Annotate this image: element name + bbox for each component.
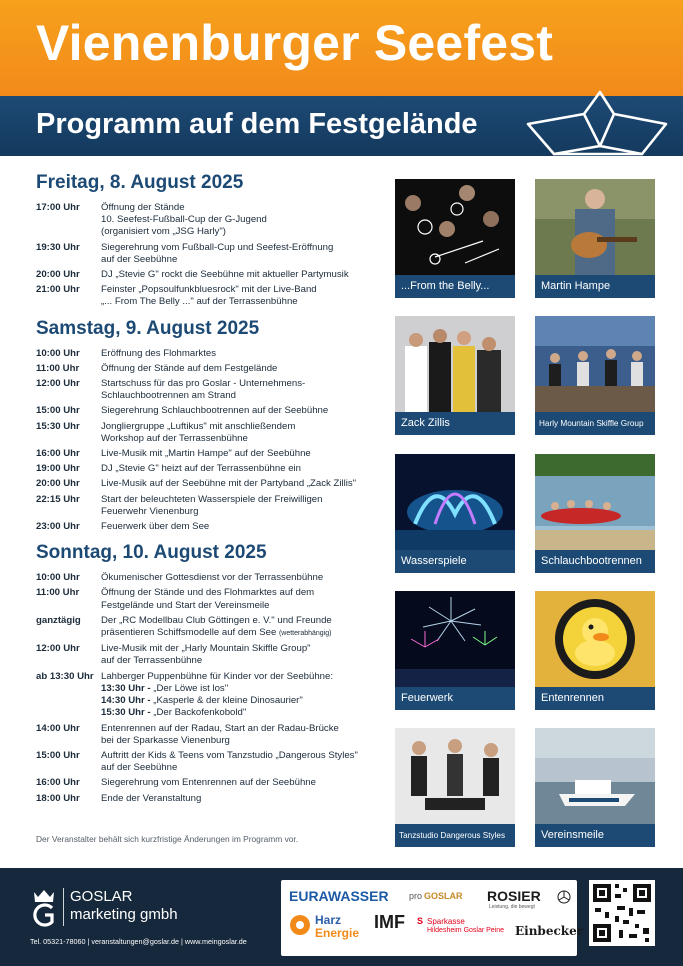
event-row bbox=[36, 615, 386, 640]
event-time: 11:00 Uhr bbox=[36, 362, 80, 374]
event-row bbox=[36, 478, 386, 490]
event-text: Feuerwerk über dem See bbox=[101, 521, 210, 533]
event-text: bei der Sparkasse Vienenburg bbox=[101, 734, 230, 746]
photo-caption: Schlauchbootrennen bbox=[535, 550, 655, 573]
event-text: Ökumenischer Gottesdienst vor der Terrassenbühne bbox=[101, 572, 324, 584]
event-text: Schlauchbootrennen am Strand bbox=[101, 390, 236, 402]
event-time: 18:00 Uhr bbox=[36, 792, 80, 804]
event-time: 20:00 Uhr bbox=[36, 269, 80, 281]
event-time: 14:00 Uhr bbox=[36, 722, 80, 734]
event-time: 19:30 Uhr bbox=[36, 241, 80, 253]
photo-caption: Vereinsmeile bbox=[535, 824, 655, 847]
fireworks-photo bbox=[395, 591, 515, 687]
title-banner bbox=[0, 0, 683, 96]
photo-caption: Martin Hampe bbox=[535, 275, 655, 298]
paper-boat-icon bbox=[522, 84, 672, 162]
photo-vereinsmeile bbox=[535, 728, 655, 847]
event-time: 22:15 Uhr bbox=[36, 493, 80, 505]
event-row bbox=[36, 448, 386, 460]
event-time: ganztägig bbox=[36, 614, 81, 626]
event-row bbox=[36, 405, 386, 417]
event-text: Jongliergruppe „Luftikus" mit anschließendem bbox=[101, 420, 296, 432]
event-time: 21:00 Uhr bbox=[36, 284, 80, 296]
event-text: Öffnung der Stände und des Flohmarktes auf dem bbox=[101, 587, 315, 599]
event-text: Öffnung der Stände bbox=[101, 202, 185, 213]
sparkasse-s-icon: S bbox=[417, 916, 424, 926]
sponsor-harz: Harz bbox=[315, 913, 342, 927]
event-text: Siegerehrung vom Entenrennen auf der Seebühne bbox=[101, 777, 316, 789]
band-photo bbox=[395, 179, 515, 275]
day-saturday bbox=[36, 318, 386, 534]
page-subtitle: Programm auf dem Festgelände bbox=[36, 108, 478, 140]
event-text: Workshop auf der Terrassenbühne bbox=[101, 432, 248, 444]
event-row bbox=[36, 463, 386, 475]
day-title: Freitag, 8. August 2025 bbox=[36, 172, 244, 193]
event-text: (organisiert vom „JSG Harly") bbox=[101, 226, 226, 238]
event-text: „... From The Belly ..." auf der Terrassenbühne bbox=[101, 296, 298, 308]
event-text: 10. Seefest-Fußball-Cup der G-Jugend bbox=[101, 214, 267, 226]
sub-event-time: 15:30 Uhr - bbox=[101, 707, 151, 719]
day-sunday bbox=[36, 542, 386, 804]
sponsor-energie: Energie bbox=[315, 926, 360, 940]
event-row bbox=[36, 242, 386, 266]
sponsor-sparkasse-line1: Sparkasse bbox=[427, 917, 465, 926]
sub-event-time: 13:30 Uhr - bbox=[101, 682, 151, 694]
qr-code-icon bbox=[589, 880, 655, 946]
photo-caption: Entenrennen bbox=[535, 687, 655, 710]
event-row bbox=[36, 572, 386, 584]
event-row bbox=[36, 777, 386, 789]
event-time: 15:30 Uhr bbox=[36, 420, 80, 432]
event-text: Der „RC Modellbau Club Göttingen e. V." und Freunde bbox=[101, 614, 332, 626]
page-title: Vienenburger Seefest bbox=[36, 15, 554, 71]
event-row bbox=[36, 723, 386, 747]
event-row bbox=[36, 284, 386, 308]
event-time: 19:00 Uhr bbox=[36, 463, 80, 475]
brand-line-2: marketing gmbh bbox=[70, 906, 178, 923]
photo-caption: Wasserspiele bbox=[395, 550, 515, 573]
photo-caption: Feuerwerk bbox=[395, 687, 515, 710]
footer bbox=[0, 868, 683, 966]
sub-event-row bbox=[101, 695, 386, 707]
event-time: 17:00 Uhr bbox=[36, 202, 80, 213]
event-text: Ende der Veranstaltung bbox=[101, 792, 202, 804]
event-text: auf der Seebühne bbox=[101, 253, 178, 265]
sub-event-text: „Der Backofenkobold" bbox=[153, 707, 247, 719]
event-row bbox=[36, 671, 386, 720]
photo-schlauchbootrennen bbox=[535, 454, 655, 573]
event-time: 10:00 Uhr bbox=[36, 572, 80, 584]
event-text: auf der Terrassenbühne bbox=[101, 655, 203, 667]
weather-note: (wetterabhängig) bbox=[278, 630, 332, 638]
event-text: auf der Seebühne bbox=[101, 762, 178, 774]
sponsor-sparkasse-line2: Hildesheim Goslar Peine bbox=[427, 927, 505, 934]
event-row bbox=[36, 269, 386, 281]
event-time: 23:00 Uhr bbox=[36, 521, 80, 533]
disclaimer-text: Der Veranstalter behält sich kurzfristige Änderungen im Programm vor. bbox=[36, 834, 299, 844]
photo-caption: ...From the Belly... bbox=[395, 275, 515, 298]
sub-event-text: „Der Löwe ist los" bbox=[153, 682, 229, 694]
event-time: 11:00 Uhr bbox=[36, 587, 80, 599]
photo-tanzstudio bbox=[395, 728, 515, 847]
sponsor-progoslar-pro: pro bbox=[409, 891, 423, 901]
event-text: Siegerehrung Schlauchbootrennen auf der Seebühne bbox=[101, 405, 329, 417]
event-text: DJ „Stevie G" rockt die Seebühne mit aktueller Partymusik bbox=[101, 269, 349, 281]
fountain-photo bbox=[395, 454, 515, 550]
event-time: 12:00 Uhr bbox=[36, 643, 80, 655]
contact-line: Tel. 05321-78060 | veranstaltungen@goslar.de | www.meingoslar.de bbox=[30, 937, 247, 946]
brand-divider bbox=[63, 888, 64, 926]
raft-photo bbox=[535, 454, 655, 550]
skiffle-photo bbox=[535, 316, 655, 412]
event-row bbox=[36, 202, 386, 239]
event-time: 12:00 Uhr bbox=[36, 378, 80, 390]
event-text: Start der beleuchteten Wasserspiele der Freiwilligen bbox=[101, 493, 323, 505]
photo-zack-zillis bbox=[395, 316, 515, 435]
event-text: Live-Musik auf der Seebühne mit der Partyband „Zack Zillis" bbox=[101, 478, 357, 490]
event-row bbox=[36, 378, 386, 402]
photo-martin-hampe bbox=[535, 179, 655, 298]
partyband-photo bbox=[395, 316, 515, 412]
event-text: Festgelände und Start der Vereinsmeile bbox=[101, 599, 270, 611]
sub-event-row bbox=[101, 683, 386, 695]
dance-photo bbox=[395, 728, 515, 824]
program-list bbox=[36, 172, 386, 814]
photo-caption: Zack Zillis bbox=[395, 412, 515, 435]
mercedes-star-icon bbox=[557, 890, 571, 904]
event-text: Feuerwehr Vienenburg bbox=[101, 505, 199, 517]
sub-event-text: „Kasperle & der kleine Dinosaurier" bbox=[153, 695, 303, 707]
event-row bbox=[36, 587, 386, 611]
event-text: Entenrennen auf der Radau, Start an der Radau-Brücke bbox=[101, 722, 339, 734]
photo-feuerwerk bbox=[395, 591, 515, 710]
event-row bbox=[36, 494, 386, 518]
photo-entenrennen bbox=[535, 591, 655, 710]
event-time: 16:00 Uhr bbox=[36, 448, 80, 460]
sub-event-row bbox=[101, 707, 386, 719]
goslar-crown-logo-icon bbox=[30, 888, 58, 928]
event-row bbox=[36, 521, 386, 533]
event-text: Auftritt der Kids & Teens vom Tanzstudio „Dangerous Styles" bbox=[101, 749, 358, 761]
event-text: Startschuss für das pro Goslar - Unternehmens- bbox=[101, 378, 306, 390]
sponsor-einbecker: Einbecker bbox=[515, 924, 584, 938]
brand-name bbox=[70, 888, 178, 924]
event-time: 15:00 Uhr bbox=[36, 749, 80, 761]
event-text: Feinster „Popsoulfunkbluesrock" mit der Live-Band bbox=[101, 284, 317, 296]
event-time: 16:00 Uhr bbox=[36, 777, 80, 789]
sponsor-logos bbox=[281, 880, 584, 956]
event-text: Lahberger Puppenbühne für Kinder vor der Seebühne: bbox=[101, 670, 334, 682]
day-friday bbox=[36, 172, 386, 309]
event-text: Live-Musik mit der „Harly Mountain Skiffle Group" bbox=[101, 643, 311, 655]
event-time: ab 13:30 Uhr bbox=[36, 670, 94, 682]
guitarist-photo bbox=[535, 179, 655, 275]
event-row bbox=[36, 348, 386, 360]
sponsor-rosier-tagline: Leistung, die bewegt bbox=[489, 904, 535, 910]
event-text: Siegerehrung vom Fußball-Cup und Seefest-Eröffnung bbox=[101, 241, 334, 253]
photo-harly-mountain bbox=[535, 316, 655, 435]
sponsor-progoslar-name: GOSLAR bbox=[424, 891, 463, 901]
event-time: 20:00 Uhr bbox=[36, 478, 80, 490]
event-row bbox=[36, 643, 386, 667]
event-row bbox=[36, 363, 386, 375]
sponsor-imf: IMF bbox=[374, 912, 405, 932]
day-title: Sonntag, 10. August 2025 bbox=[36, 542, 267, 564]
event-row bbox=[36, 793, 386, 805]
event-row bbox=[36, 421, 386, 445]
sponsor-eurawasser: EURAWASSER bbox=[289, 888, 389, 904]
event-text: Öffnung der Stände auf dem Festgelände bbox=[101, 362, 278, 374]
duck-photo bbox=[535, 591, 655, 687]
sponsor-rosier: ROSIER bbox=[487, 888, 541, 904]
harz-energie-sun-icon bbox=[289, 914, 311, 936]
photo-caption: Harly Mountain Skiffle Group bbox=[535, 412, 655, 435]
brand-line-1: GOSLAR bbox=[70, 888, 133, 905]
event-row bbox=[36, 750, 386, 774]
boat-photo bbox=[535, 728, 655, 824]
photo-from-the-belly bbox=[395, 179, 515, 298]
event-time: 10:00 Uhr bbox=[36, 347, 80, 359]
event-time: 15:00 Uhr bbox=[36, 405, 80, 417]
photo-caption: Tanzstudio Dangerous Styles bbox=[395, 824, 515, 847]
event-text: Eröffnung des Flohmarktes bbox=[101, 347, 217, 359]
day-title: Samstag, 9. August 2025 bbox=[36, 317, 260, 339]
event-text: präsentieren Schiffsmodelle auf dem See bbox=[101, 627, 277, 639]
event-text: Live-Musik mit „Martin Hampe" auf der Seebühne bbox=[101, 448, 311, 460]
event-text: DJ „Stevie G" heizt auf der Terrassenbühne ein bbox=[101, 463, 302, 475]
sub-event-time: 14:30 Uhr - bbox=[101, 695, 151, 707]
photo-wasserspiele bbox=[395, 454, 515, 573]
